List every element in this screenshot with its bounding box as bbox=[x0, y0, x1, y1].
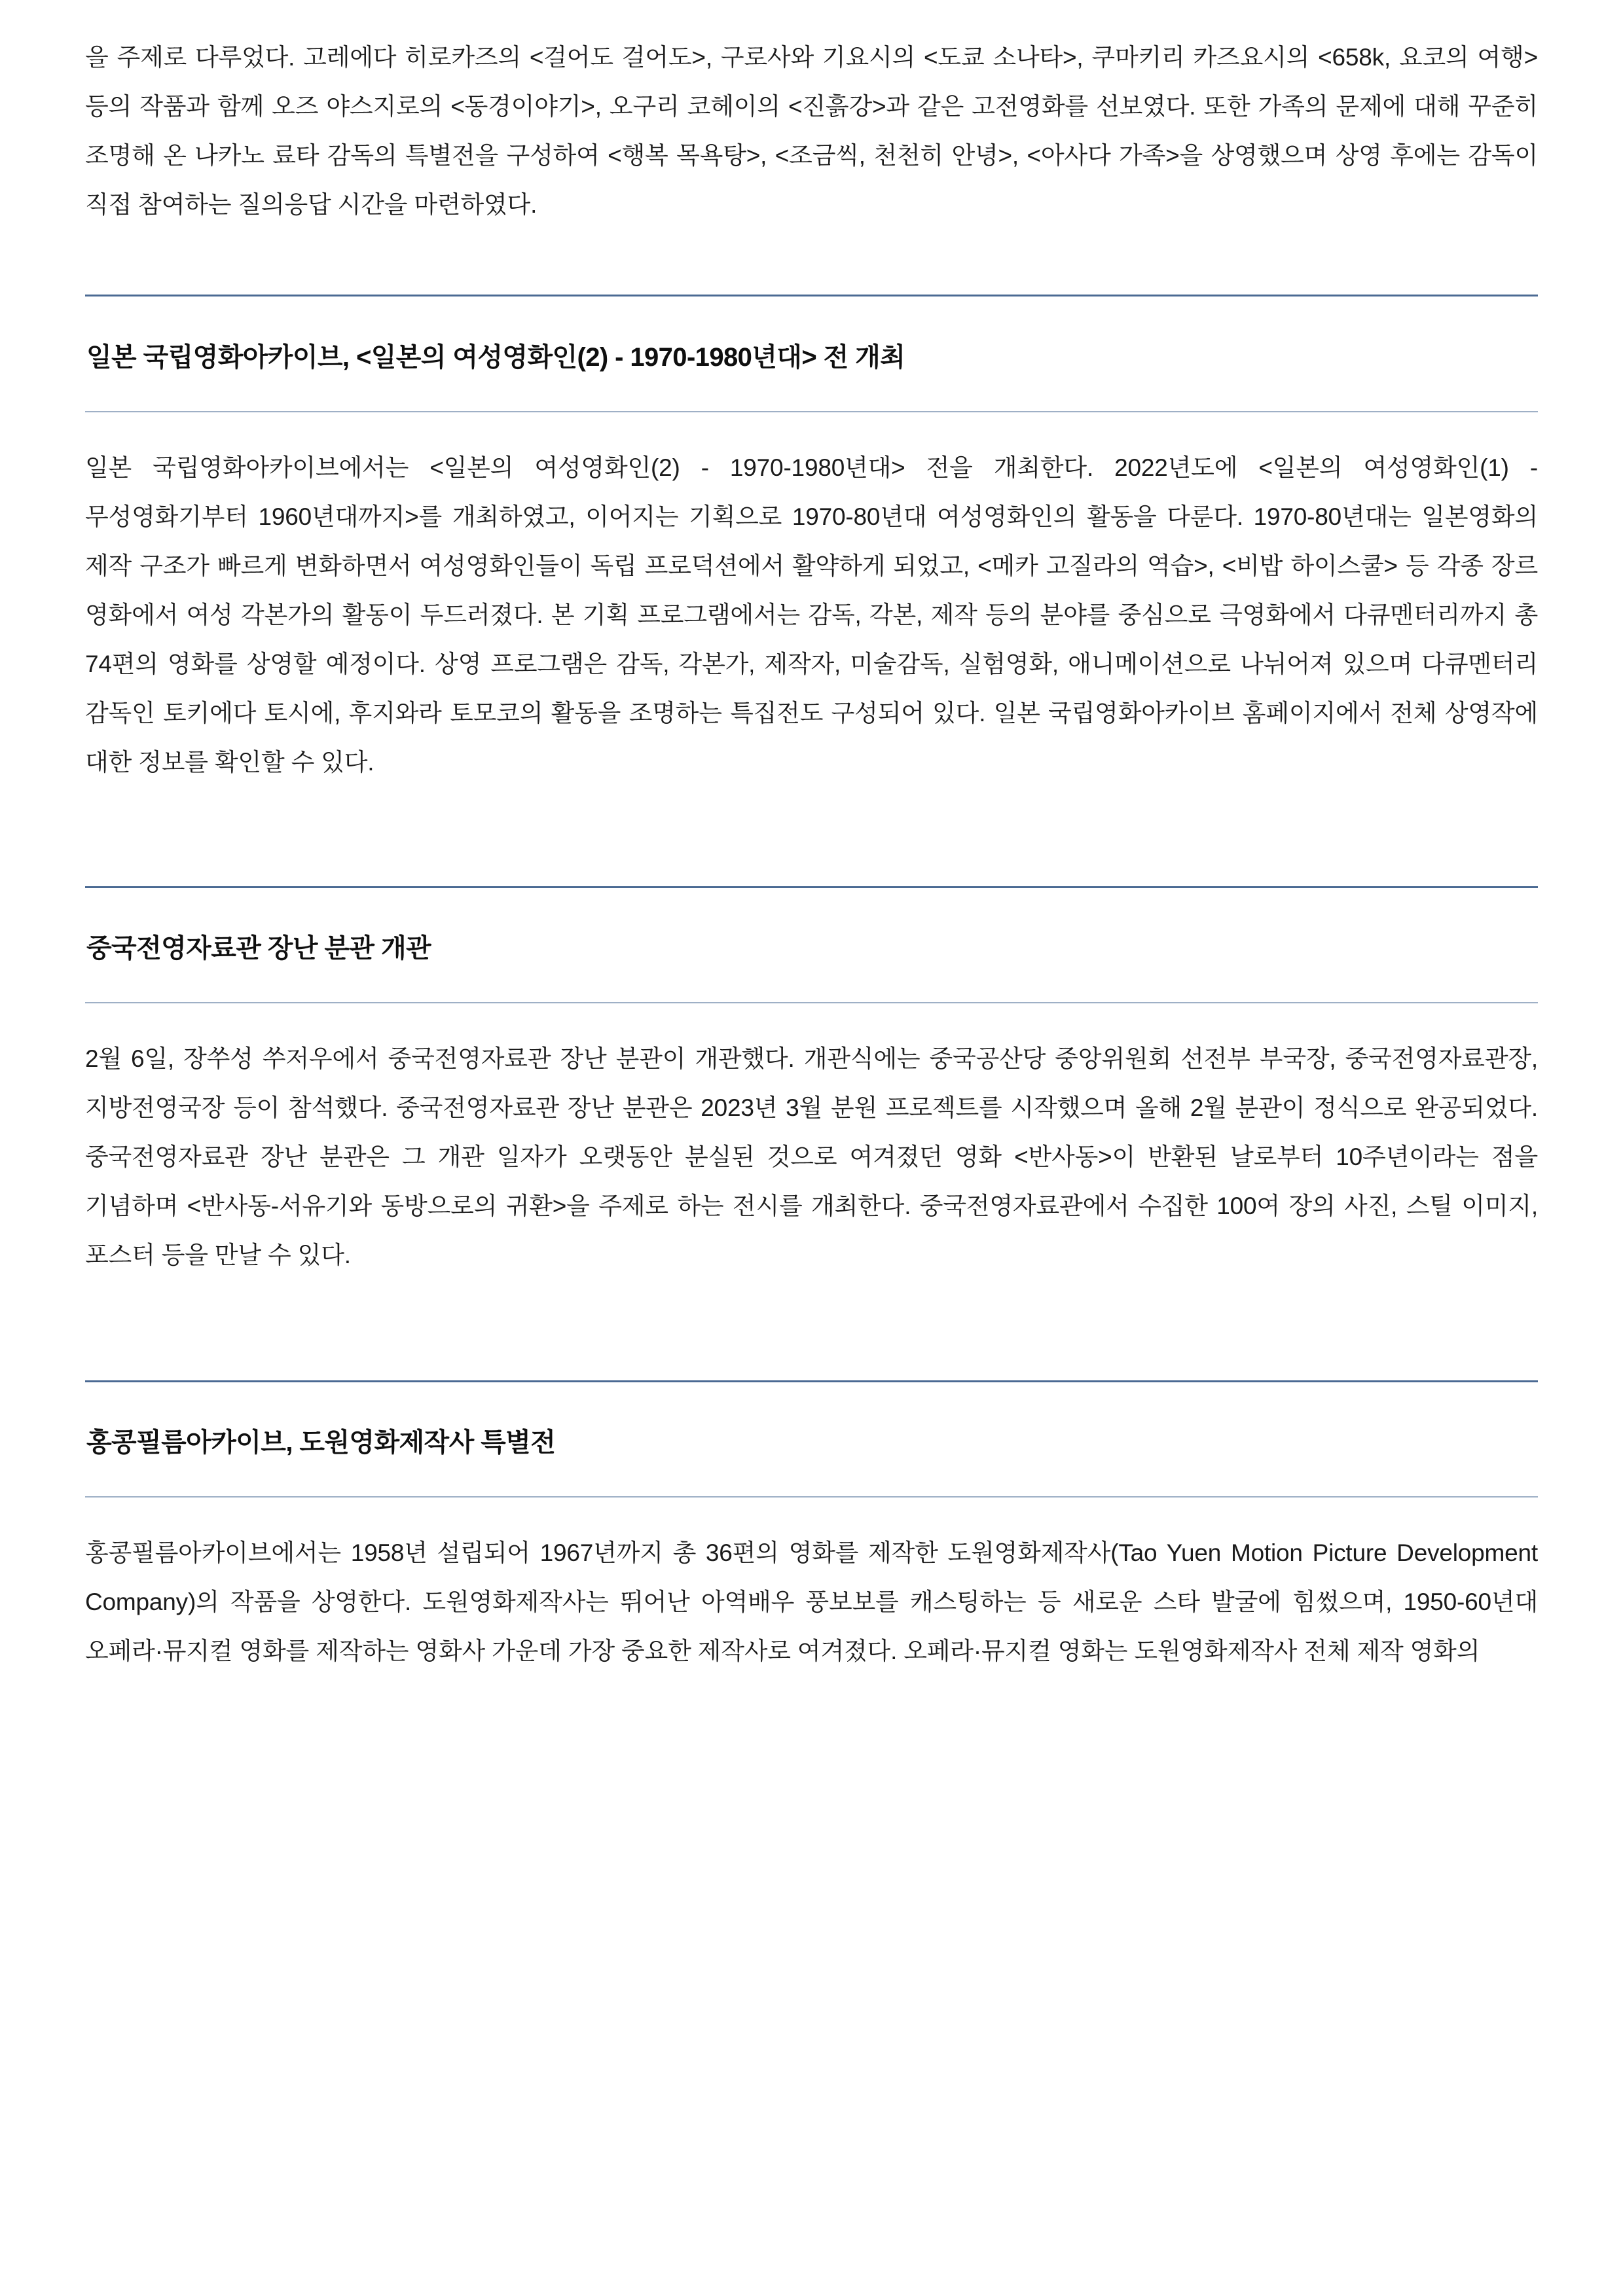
section-heading: 일본 국립영화아카이브, <일본의 여성영화인(2) - 1970-1980년대> 전 개최 bbox=[86, 342, 905, 372]
section-rule-bottom bbox=[85, 1002, 1538, 1003]
section-hongkong-film-archive bbox=[85, 1380, 1538, 1676]
section-rule-bottom bbox=[85, 1496, 1538, 1498]
section-spacer bbox=[85, 229, 1538, 295]
section-heading: 홍콩필름아카이브, 도원영화제작사 특별전 bbox=[86, 1427, 556, 1457]
section-rule-top bbox=[85, 886, 1538, 888]
lead-paragraph: 을 주제로 다루었다. 고레에다 히로카즈의 <걸어도 걸어도>, 구로사와 기요시의 <도쿄 소나타>, 쿠마키리 카즈요시의 <658k, 요코의 여행> 등의 작품과 함께 오즈 야스지로의 <동경이야기>, 오구리 코헤이의 <진흙강>과 같은 고전영화를 선보였다. 또한 가족의 문제에 대해 꾸준히 조명해 온 나카노 료타 감독의 특별전을 구성하여 <행복 목욕탕>, <조금씩, 천천히 안녕>, <아사다 가족>을 상영했으며 상영 후에는 감독이 직접 참여하는 질의응답 시간을 마련하였다. bbox=[85, 44, 1538, 219]
section-rule-top bbox=[85, 1380, 1538, 1382]
section-body: 홍콩필름아카이브에서는 1958년 설립되어 1967년까지 총 36편의 영화를 제작한 도원영화제작사(Tao Yuen Motion Picture Development Company)의 작품을 상영한다. 도원영화제작사는 뛰어난 아역배우 풍보보를 캐스팅하는 등 새로운 스타 발굴에 힘썼으며, 1950-60년대 오페라·뮤지컬 영화를 제작하는 영화사 가운데 가장 중요한 제작사로 여겨졌다. 오페라·뮤지컬 영화는 도원영화제작사 전체 제작 영화의 bbox=[85, 1539, 1538, 1665]
section-rule-top bbox=[85, 295, 1538, 296]
section-body: 2월 6일, 장쑤성 쑤저우에서 중국전영자료관 장난 분관이 개관했다. 개관식에는 중국공산당 중앙위원회 선전부 부국장, 중국전영자료관장, 지방전영국장 등이 참석했다. 중국전영자료관 장난 분관은 2023년 3월 분원 프로젝트를 시작했으며 올해 2월 분관이 정식으로 완공되었다. 중국전영자료관 장난 분관은 그 개관 일자가 오랫동안 분실된 것으로 여겨졌던 영화 <반사동>이 반환된 날로부터 10주년이라는 점을 기념하며 <반사동-서유기와 동방으로의 귀환>을 주제로 하는 전시를 개최한다. 중국전영자료관에서 수집한 100여 장의 사진, 스틸 이미지, 포스터 등을 만날 수 있다. bbox=[85, 1045, 1538, 1269]
section-spacer bbox=[85, 812, 1538, 886]
section-rule-bottom bbox=[85, 411, 1538, 412]
section-china-film-archive bbox=[85, 886, 1538, 1280]
section-spacer bbox=[85, 1304, 1538, 1380]
section-japan-film-archive bbox=[85, 295, 1538, 787]
section-body: 일본 국립영화아카이브에서는 <일본의 여성영화인(2) - 1970-1980년대> 전을 개최한다. 2022년도에 <일본의 여성영화인(1) - 무성영화기부터 1960년대까지>를 개최하였고, 이어지는 기획으로 1970-80년대 여성영화인의 활동을 다룬다. 1970-80년대는 일본영화의 제작 구조가 빠르게 변화하면서 여성영화인들이 독립 프로덕션에서 활약하게 되었고, <메카 고질라의 역습>, <비밥 하이스쿨> 등 각종 장르 영화에서 여성 각본가의 활동이 두드러졌다. 본 기획 프로그램에서는 감독, 각본, 제작 등의 분야를 중심으로 극영화에서 다큐멘터리까지 총 74편의 영화를 상영할 예정이다. 상영 프로그램은 감독, 각본가, 제작자, 미술감독, 실험영화, 애니메이션으로 나뉘어져 있으며 다큐멘터리 감독인 토키에다 토시에, 후지와라 토모코의 활동을 조명하는 특집전도 구성되어 있다. 일본 국립영화아카이브 홈페이지에서 전체 상영작에 대한 정보를 확인할 수 있다. bbox=[85, 454, 1538, 776]
section-heading: 중국전영자료관 장난 분관 개관 bbox=[86, 933, 431, 963]
